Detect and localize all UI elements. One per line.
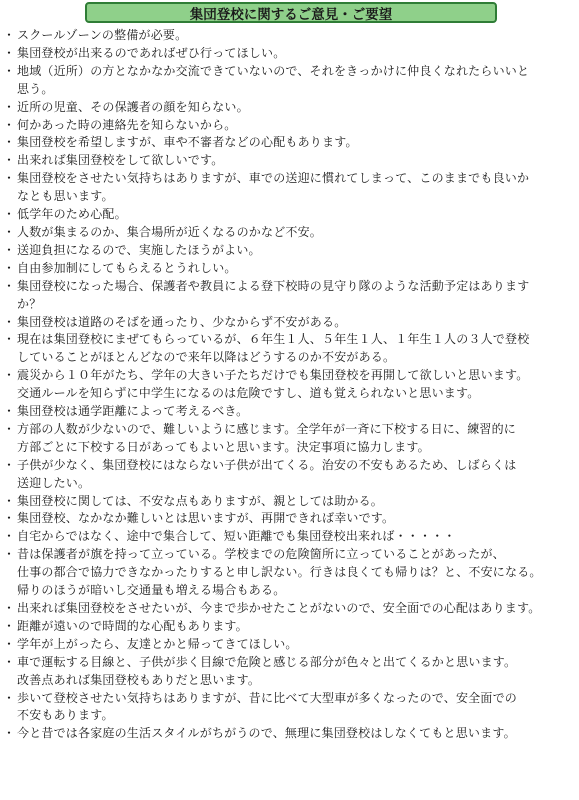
bullet-icon: ・	[3, 171, 16, 186]
bullet-icon: ・	[3, 207, 16, 222]
list-item	[0, 546, 572, 600]
list-item	[0, 367, 572, 403]
list-item	[0, 600, 572, 618]
list-item-text: 集団登校が出来るのであればぜひ行ってほしい。	[17, 45, 286, 60]
list-item	[0, 493, 572, 511]
bullet-icon: ・	[3, 618, 16, 633]
list-item	[0, 654, 572, 690]
list-item	[0, 27, 572, 45]
bullet-icon: ・	[3, 511, 16, 526]
list-item-text: 集団登校になった場合、保護者や教員による登下校時の見守り隊のような活動予定はあります か？	[17, 278, 530, 311]
bullet-icon: ・	[3, 278, 16, 293]
list-item	[0, 618, 572, 636]
list-item-text: 低学年のため心配。	[17, 207, 127, 222]
bullet-icon: ・	[3, 63, 16, 78]
list-item	[0, 331, 572, 367]
list-item	[0, 403, 572, 421]
list-item	[0, 314, 572, 332]
list-item	[0, 636, 572, 654]
list-item-text: 集団登校をさせたい気持ちはありますが、車での送迎に慣れてしまって、このままでも良いか なとも思います。	[17, 171, 530, 204]
list-item-text: 震災から１０年がたち、学年の大きい子たちだけでも集団登校を再開して欲しいと思います。 交通ルールを知らずに中学生になるのは危険ですし、道も覚えられないと思います。	[17, 368, 529, 401]
list-item	[0, 152, 572, 170]
bullet-icon: ・	[3, 547, 16, 562]
list-item-text: 集団登校は通学距離によって考えるべき。	[17, 404, 249, 419]
bullet-icon: ・	[3, 99, 16, 114]
bullet-icon: ・	[3, 529, 16, 544]
list-item-text: 現在は集団登校にまぜてもらっているが、６年生１人、５年生１人、１年生１人の３人で登校 していることがほとんどなので来年以降はどうするのか不安がある。	[17, 332, 530, 365]
list-item-text: スクールゾーンの整備が必要。	[17, 28, 188, 42]
bullet-icon: ・	[3, 117, 16, 132]
bullet-icon: ・	[3, 421, 16, 436]
list-item-text: 車で運転する目線と、子供が歩く目線で危険と感じる部分が色々と出てくるかと思います。 改善点あれば集団登校もありだと思います。	[17, 654, 517, 687]
bullet-icon: ・	[3, 404, 16, 419]
bullet-icon: ・	[3, 224, 16, 239]
bullet-icon: ・	[3, 314, 16, 329]
list-item-text: 出来れば集団登校をして欲しいです。	[17, 153, 224, 168]
list-item	[0, 63, 572, 99]
bullet-icon: ・	[3, 726, 16, 741]
list-item-text: 自由参加制にしてもらえるとうれしい。	[17, 260, 237, 275]
list-item-text: 集団登校は道路のそばを通ったり、少なからず不安がある。	[17, 314, 347, 329]
list-item-text: 距離が遠いので時間的な心配もあります。	[17, 618, 248, 633]
list-item	[0, 690, 572, 726]
list-item	[0, 224, 572, 242]
bullet-icon: ・	[3, 368, 16, 383]
list-item	[0, 99, 572, 117]
list-item-text: 送迎負担になるので、実施したほうがよい。	[17, 242, 261, 257]
list-item	[0, 45, 572, 63]
list-item-text: 集団登校、なかなか難しいとは思いますが、再開できれば幸いです。	[17, 511, 395, 526]
bullet-icon: ・	[3, 493, 16, 508]
bullet-icon: ・	[3, 457, 16, 472]
bullet-icon: ・	[3, 28, 16, 42]
list-item	[0, 725, 572, 743]
opinion-list	[0, 27, 572, 743]
list-item-text: 人数が集まるのか、集合場所が近くなるのかなど不安。	[17, 224, 323, 239]
list-item	[0, 528, 572, 546]
list-item-text: 何かあった時の連絡先を知らないから。	[17, 117, 237, 132]
list-item-text: 子供が少なく、集団登校にはならない子供が出てくる。治安の不安もあるため、しばらくは 送迎したい。	[17, 457, 517, 490]
list-item	[0, 206, 572, 224]
list-item-text: 集団登校を希望しますが、車や不審者などの心配もあります。	[17, 135, 358, 150]
list-item	[0, 242, 572, 260]
list-item-text: 歩いて登校させたい気持ちはありますが、昔に比べて大型車が多くなったので、安全面での 不安もあります。	[17, 690, 517, 723]
bullet-icon: ・	[3, 332, 16, 347]
list-item	[0, 260, 572, 278]
list-item-text: 方部の人数が少ないので、難しいように感じます。全学年が一斉に下校する日に、練習的に 方部ごとに下校する日があってもよいと思います。決定事項に協力します。	[17, 421, 517, 454]
list-item	[0, 117, 572, 135]
bullet-icon: ・	[3, 153, 16, 168]
bullet-icon: ・	[3, 260, 16, 275]
list-item-text: 学年が上がったら、友達とかと帰ってきてほしい。	[17, 636, 298, 651]
list-item	[0, 510, 572, 528]
list-item-text: 集団登校に関しては、不安な点もありますが、親としては助かる。	[17, 493, 384, 508]
list-item	[0, 457, 572, 493]
list-item-text: 近所の児童、その保護者の顔を知らない。	[17, 99, 249, 114]
list-item	[0, 170, 572, 206]
bullet-icon: ・	[3, 636, 16, 651]
list-item	[0, 421, 572, 457]
list-item-text: 昔は保護者が旗を持って立っている。学校までの危険箇所に立っていることがあったが、 仕事の都合で協力できなかったりすると申し訳ない。行きは良くても帰りは？と、不安になる。 帰りのほうが暗いし交通量も増える場合もある。	[17, 547, 542, 598]
bullet-icon: ・	[3, 45, 16, 60]
list-item-text: 地域（近所）の方となかなか交流できていないので、それをきっかけに仲良くなれたらいいと 思う。	[17, 63, 530, 96]
bullet-icon: ・	[3, 654, 16, 669]
bullet-icon: ・	[3, 690, 16, 705]
list-item-text: 出来れば集団登校をさせたいが、今まで歩かせたことがないので、安全面での心配はあります。	[17, 601, 541, 615]
list-item-text: 今と昔では各家庭の生活スタイルがちがうので、無理に集団登校はしなくてもと思います。	[17, 726, 516, 741]
list-item	[0, 278, 572, 314]
bullet-icon: ・	[3, 601, 16, 615]
list-item-text: 自宅からではなく、途中で集合して、短い距離でも集団登校出来れば・・・・・	[17, 529, 456, 544]
page-title: 集団登校に関するご意見・ご要望	[85, 2, 497, 23]
list-item	[0, 134, 572, 152]
bullet-icon: ・	[3, 135, 16, 150]
bullet-icon: ・	[3, 242, 16, 257]
